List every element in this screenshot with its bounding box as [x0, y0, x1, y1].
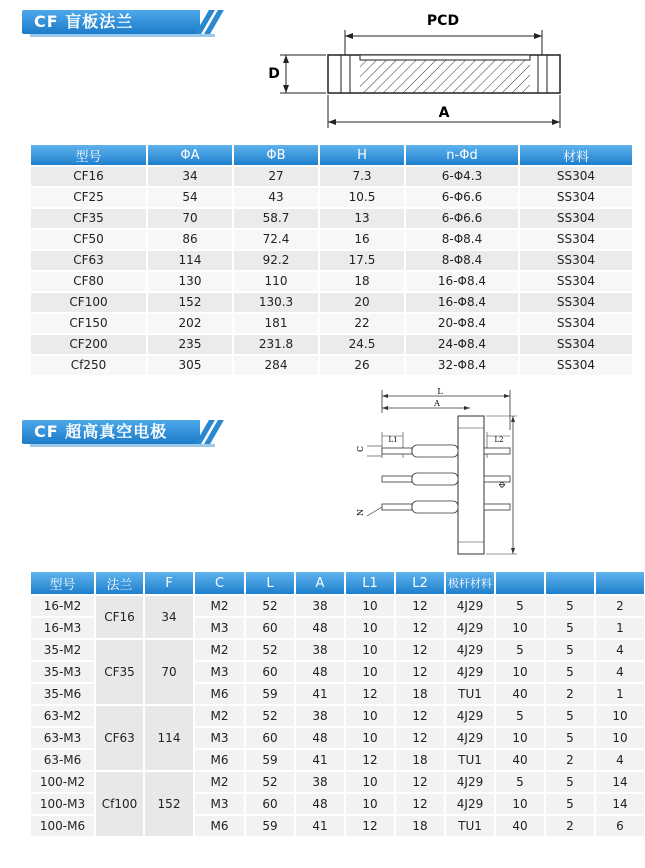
cell-l1: 10 — [346, 706, 394, 726]
cell-l: 52 — [246, 706, 294, 726]
cell-rod-material: TU1 — [446, 750, 494, 770]
cell-l: 60 — [246, 728, 294, 748]
table-row — [31, 314, 632, 333]
table-row — [31, 188, 632, 207]
header-blank-2 — [546, 572, 594, 594]
table-row — [31, 356, 632, 375]
table-row — [31, 293, 632, 312]
cell-c: M3 — [195, 794, 244, 814]
cell-val-3: 1 — [596, 684, 644, 704]
cell-holes: 6-Φ6.6 — [406, 188, 518, 207]
cell-l1: 12 — [346, 684, 394, 704]
cell-h: 26 — [320, 356, 404, 375]
cell-diameter-b: 181 — [234, 314, 318, 333]
cell-a: 48 — [296, 794, 344, 814]
cell-diameter-b: 27 — [234, 167, 318, 186]
cell-val-2: 2 — [546, 684, 594, 704]
cell-f: 34 — [145, 596, 193, 638]
section-banner-blind-flange — [22, 10, 222, 34]
cell-c: M2 — [195, 706, 244, 726]
cell-material: SS304 — [520, 167, 632, 186]
electrode-drawing — [345, 388, 525, 563]
cell-l1: 12 — [346, 816, 394, 836]
cell-diameter-a: 86 — [148, 230, 232, 249]
cell-material: SS304 — [520, 209, 632, 228]
cell-l: 59 — [246, 816, 294, 836]
cell-val-1: 5 — [496, 596, 544, 616]
cell-diameter-b: 43 — [234, 188, 318, 207]
section-title: CF 盲板法兰 — [34, 12, 134, 31]
cell-l: 60 — [246, 618, 294, 638]
table-row — [31, 706, 644, 726]
cell-val-1: 10 — [496, 728, 544, 748]
cell-f: 70 — [145, 640, 193, 704]
cell-diameter-a: 34 — [148, 167, 232, 186]
cell-material: SS304 — [520, 293, 632, 312]
cell-val-2: 5 — [546, 640, 594, 660]
cell-val-1: 5 — [496, 640, 544, 660]
cell-diameter-b: 58.7 — [234, 209, 318, 228]
cell-h: 20 — [320, 293, 404, 312]
cell-diameter-a: 70 — [148, 209, 232, 228]
table-row — [31, 272, 632, 291]
cell-c: M6 — [195, 750, 244, 770]
cell-val-3: 4 — [596, 750, 644, 770]
cell-rod-material: 4J29 — [446, 728, 494, 748]
cell-c: M2 — [195, 772, 244, 792]
cell-diameter-b: 92.2 — [234, 251, 318, 270]
section-banner-electrode — [22, 420, 222, 444]
cell-holes: 8-Φ8.4 — [406, 230, 518, 249]
cell-val-2: 5 — [546, 772, 594, 792]
cell-l1: 10 — [346, 794, 394, 814]
cell-material: SS304 — [520, 188, 632, 207]
cell-diameter-a: 305 — [148, 356, 232, 375]
cell-c: M6 — [195, 816, 244, 836]
cell-l: 60 — [246, 662, 294, 682]
electrode-table — [29, 570, 645, 838]
cell-val-2: 5 — [546, 618, 594, 638]
cell-val-3: 2 — [596, 596, 644, 616]
cell-val-1: 40 — [496, 684, 544, 704]
cell-h: 22 — [320, 314, 404, 333]
cell-val-1: 5 — [496, 772, 544, 792]
cell-holes: 6-Φ6.6 — [406, 209, 518, 228]
cell-model: 35-M6 — [31, 684, 94, 704]
cell-h: 10.5 — [320, 188, 404, 207]
cell-diameter-a: 54 — [148, 188, 232, 207]
cell-model: 16-M3 — [31, 618, 94, 638]
header-c: C — [195, 572, 244, 594]
cell-val-1: 10 — [496, 794, 544, 814]
cell-val-2: 5 — [546, 662, 594, 682]
cell-a: 41 — [296, 816, 344, 836]
cell-l2: 12 — [396, 772, 444, 792]
cell-c: M3 — [195, 728, 244, 748]
cell-l2: 18 — [396, 750, 444, 770]
cell-holes: 32-Φ8.4 — [406, 356, 518, 375]
header-model: 型号 — [31, 572, 94, 594]
cell-l2: 18 — [396, 816, 444, 836]
cell-h: 7.3 — [320, 167, 404, 186]
blind-flange-table — [29, 143, 634, 377]
cell-l2: 12 — [396, 596, 444, 616]
cell-val-2: 2 — [546, 750, 594, 770]
table-row — [31, 640, 644, 660]
cell-flange: CF35 — [96, 640, 143, 704]
cell-val-3: 6 — [596, 816, 644, 836]
cell-flange: CF63 — [96, 706, 143, 770]
header-a: A — [296, 572, 344, 594]
d-label: D — [268, 66, 280, 82]
cell-val-3: 14 — [596, 772, 644, 792]
cell-h: 18 — [320, 272, 404, 291]
header-diameter-b: ΦB — [234, 145, 318, 165]
cell-c: M3 — [195, 618, 244, 638]
cell-a: 38 — [296, 706, 344, 726]
cell-l2: 18 — [396, 684, 444, 704]
cell-model: 100-M6 — [31, 816, 94, 836]
cell-val-3: 10 — [596, 706, 644, 726]
cell-rod-material: 4J29 — [446, 640, 494, 660]
cell-flange: CF16 — [96, 596, 143, 638]
cell-val-2: 2 — [546, 816, 594, 836]
cell-holes: 8-Φ8.4 — [406, 251, 518, 270]
cell-holes: 16-Φ8.4 — [406, 272, 518, 291]
cell-model: 16-M2 — [31, 596, 94, 616]
l1-label: L1 — [388, 436, 398, 444]
cell-h: 13 — [320, 209, 404, 228]
cell-val-2: 5 — [546, 706, 594, 726]
cell-rod-material: 4J29 — [446, 794, 494, 814]
cell-l1: 10 — [346, 662, 394, 682]
cell-diameter-a: 152 — [148, 293, 232, 312]
cell-val-1: 10 — [496, 618, 544, 638]
cell-l2: 12 — [396, 706, 444, 726]
cell-val-1: 40 — [496, 750, 544, 770]
cell-a: 38 — [296, 596, 344, 616]
cell-diameter-a: 114 — [148, 251, 232, 270]
section-title: CF 超高真空电极 — [34, 422, 168, 441]
cell-c: M2 — [195, 640, 244, 660]
cell-f: 152 — [145, 772, 193, 836]
header-f: F — [145, 572, 193, 594]
cell-rod-material: 4J29 — [446, 596, 494, 616]
cell-diameter-a: 235 — [148, 335, 232, 354]
header-diameter-a: ΦA — [148, 145, 232, 165]
a-label: A — [438, 105, 450, 121]
cell-model: CF35 — [31, 209, 146, 228]
header-l1: L1 — [346, 572, 394, 594]
cell-val-3: 4 — [596, 640, 644, 660]
cell-material: SS304 — [520, 356, 632, 375]
cell-model: 35-M2 — [31, 640, 94, 660]
a-label: A — [434, 399, 440, 408]
cell-l2: 12 — [396, 640, 444, 660]
cell-model: CF16 — [31, 167, 146, 186]
cell-rod-material: TU1 — [446, 684, 494, 704]
cell-a: 48 — [296, 728, 344, 748]
cell-material: SS304 — [520, 335, 632, 354]
cell-material: SS304 — [520, 251, 632, 270]
cell-l1: 10 — [346, 596, 394, 616]
cell-model: 100-M3 — [31, 794, 94, 814]
cell-val-3: 10 — [596, 728, 644, 748]
table-row — [31, 772, 644, 792]
cell-diameter-a: 130 — [148, 272, 232, 291]
header-h: H — [320, 145, 404, 165]
cell-diameter-b: 231.8 — [234, 335, 318, 354]
c-label: C — [356, 445, 365, 452]
cell-val-1: 5 — [496, 706, 544, 726]
cell-l: 52 — [246, 596, 294, 616]
cell-diameter-b: 284 — [234, 356, 318, 375]
cell-holes: 6-Φ4.3 — [406, 167, 518, 186]
cell-l2: 12 — [396, 794, 444, 814]
cell-val-2: 5 — [546, 794, 594, 814]
l-label: L — [437, 388, 443, 396]
cell-c: M6 — [195, 684, 244, 704]
cell-f: 114 — [145, 706, 193, 770]
cell-l1: 10 — [346, 618, 394, 638]
cell-model: 100-M2 — [31, 772, 94, 792]
cell-rod-material: TU1 — [446, 816, 494, 836]
table-row — [31, 230, 632, 249]
header-flange: 法兰 — [96, 572, 143, 594]
cell-model: CF80 — [31, 272, 146, 291]
cell-diameter-b: 110 — [234, 272, 318, 291]
cell-diameter-b: 130.3 — [234, 293, 318, 312]
cell-a: 48 — [296, 618, 344, 638]
cell-a: 38 — [296, 772, 344, 792]
header-holes: n-Φd — [406, 145, 518, 165]
cell-rod-material: 4J29 — [446, 706, 494, 726]
cell-h: 16 — [320, 230, 404, 249]
cell-a: 48 — [296, 662, 344, 682]
cell-flange: Cf100 — [96, 772, 143, 836]
cell-h: 24.5 — [320, 335, 404, 354]
cell-val-2: 5 — [546, 596, 594, 616]
cell-model: CF100 — [31, 293, 146, 312]
cell-l2: 12 — [396, 728, 444, 748]
cell-model: CF200 — [31, 335, 146, 354]
cell-holes: 24-Φ8.4 — [406, 335, 518, 354]
cell-holes: 16-Φ8.4 — [406, 293, 518, 312]
cell-val-3: 14 — [596, 794, 644, 814]
cell-l1: 12 — [346, 750, 394, 770]
cell-model: 63-M3 — [31, 728, 94, 748]
header-blank-1 — [496, 572, 544, 594]
cell-model: 63-M6 — [31, 750, 94, 770]
cell-l: 59 — [246, 684, 294, 704]
cell-model: 63-M2 — [31, 706, 94, 726]
cell-l: 59 — [246, 750, 294, 770]
cell-rod-material: 4J29 — [446, 772, 494, 792]
cell-c: M3 — [195, 662, 244, 682]
cell-l1: 10 — [346, 728, 394, 748]
table-row — [31, 596, 644, 616]
header-rod-material: 极杆材料 — [446, 572, 494, 594]
cell-val-2: 5 — [546, 728, 594, 748]
header-l2: L2 — [396, 572, 444, 594]
cell-l1: 10 — [346, 772, 394, 792]
cell-l1: 10 — [346, 640, 394, 660]
cell-val-3: 4 — [596, 662, 644, 682]
pcd-label: PCD — [426, 13, 460, 29]
cell-a: 41 — [296, 750, 344, 770]
table-row — [31, 209, 632, 228]
table-row — [31, 335, 632, 354]
cell-diameter-b: 72.4 — [234, 230, 318, 249]
cell-model: CF50 — [31, 230, 146, 249]
cell-model: CF63 — [31, 251, 146, 270]
cell-val-3: 1 — [596, 618, 644, 638]
cell-a: 41 — [296, 684, 344, 704]
cell-l2: 12 — [396, 662, 444, 682]
cell-material: SS304 — [520, 272, 632, 291]
blind-flange-drawing — [260, 8, 580, 133]
cell-l: 52 — [246, 772, 294, 792]
cell-l2: 12 — [396, 618, 444, 638]
cell-rod-material: 4J29 — [446, 618, 494, 638]
cell-diameter-a: 202 — [148, 314, 232, 333]
cell-h: 17.5 — [320, 251, 404, 270]
cell-material: SS304 — [520, 314, 632, 333]
cell-c: M2 — [195, 596, 244, 616]
header-material: 材料 — [520, 145, 632, 165]
cell-val-1: 10 — [496, 662, 544, 682]
cell-val-1: 40 — [496, 816, 544, 836]
table-row — [31, 167, 632, 186]
cell-l: 60 — [246, 794, 294, 814]
cell-l: 52 — [246, 640, 294, 660]
n-label: N — [356, 509, 365, 516]
header-l: L — [246, 572, 294, 594]
header-model: 型号 — [31, 145, 146, 165]
cell-material: SS304 — [520, 230, 632, 249]
cell-a: 38 — [296, 640, 344, 660]
table-row — [31, 251, 632, 270]
l2-label: L2 — [494, 436, 504, 444]
cell-rod-material: 4J29 — [446, 662, 494, 682]
cell-model: Cf250 — [31, 356, 146, 375]
cell-model: CF25 — [31, 188, 146, 207]
cell-model: 35-M3 — [31, 662, 94, 682]
header-blank-3 — [596, 572, 644, 594]
cell-holes: 20-Φ8.4 — [406, 314, 518, 333]
cell-model: CF150 — [31, 314, 146, 333]
